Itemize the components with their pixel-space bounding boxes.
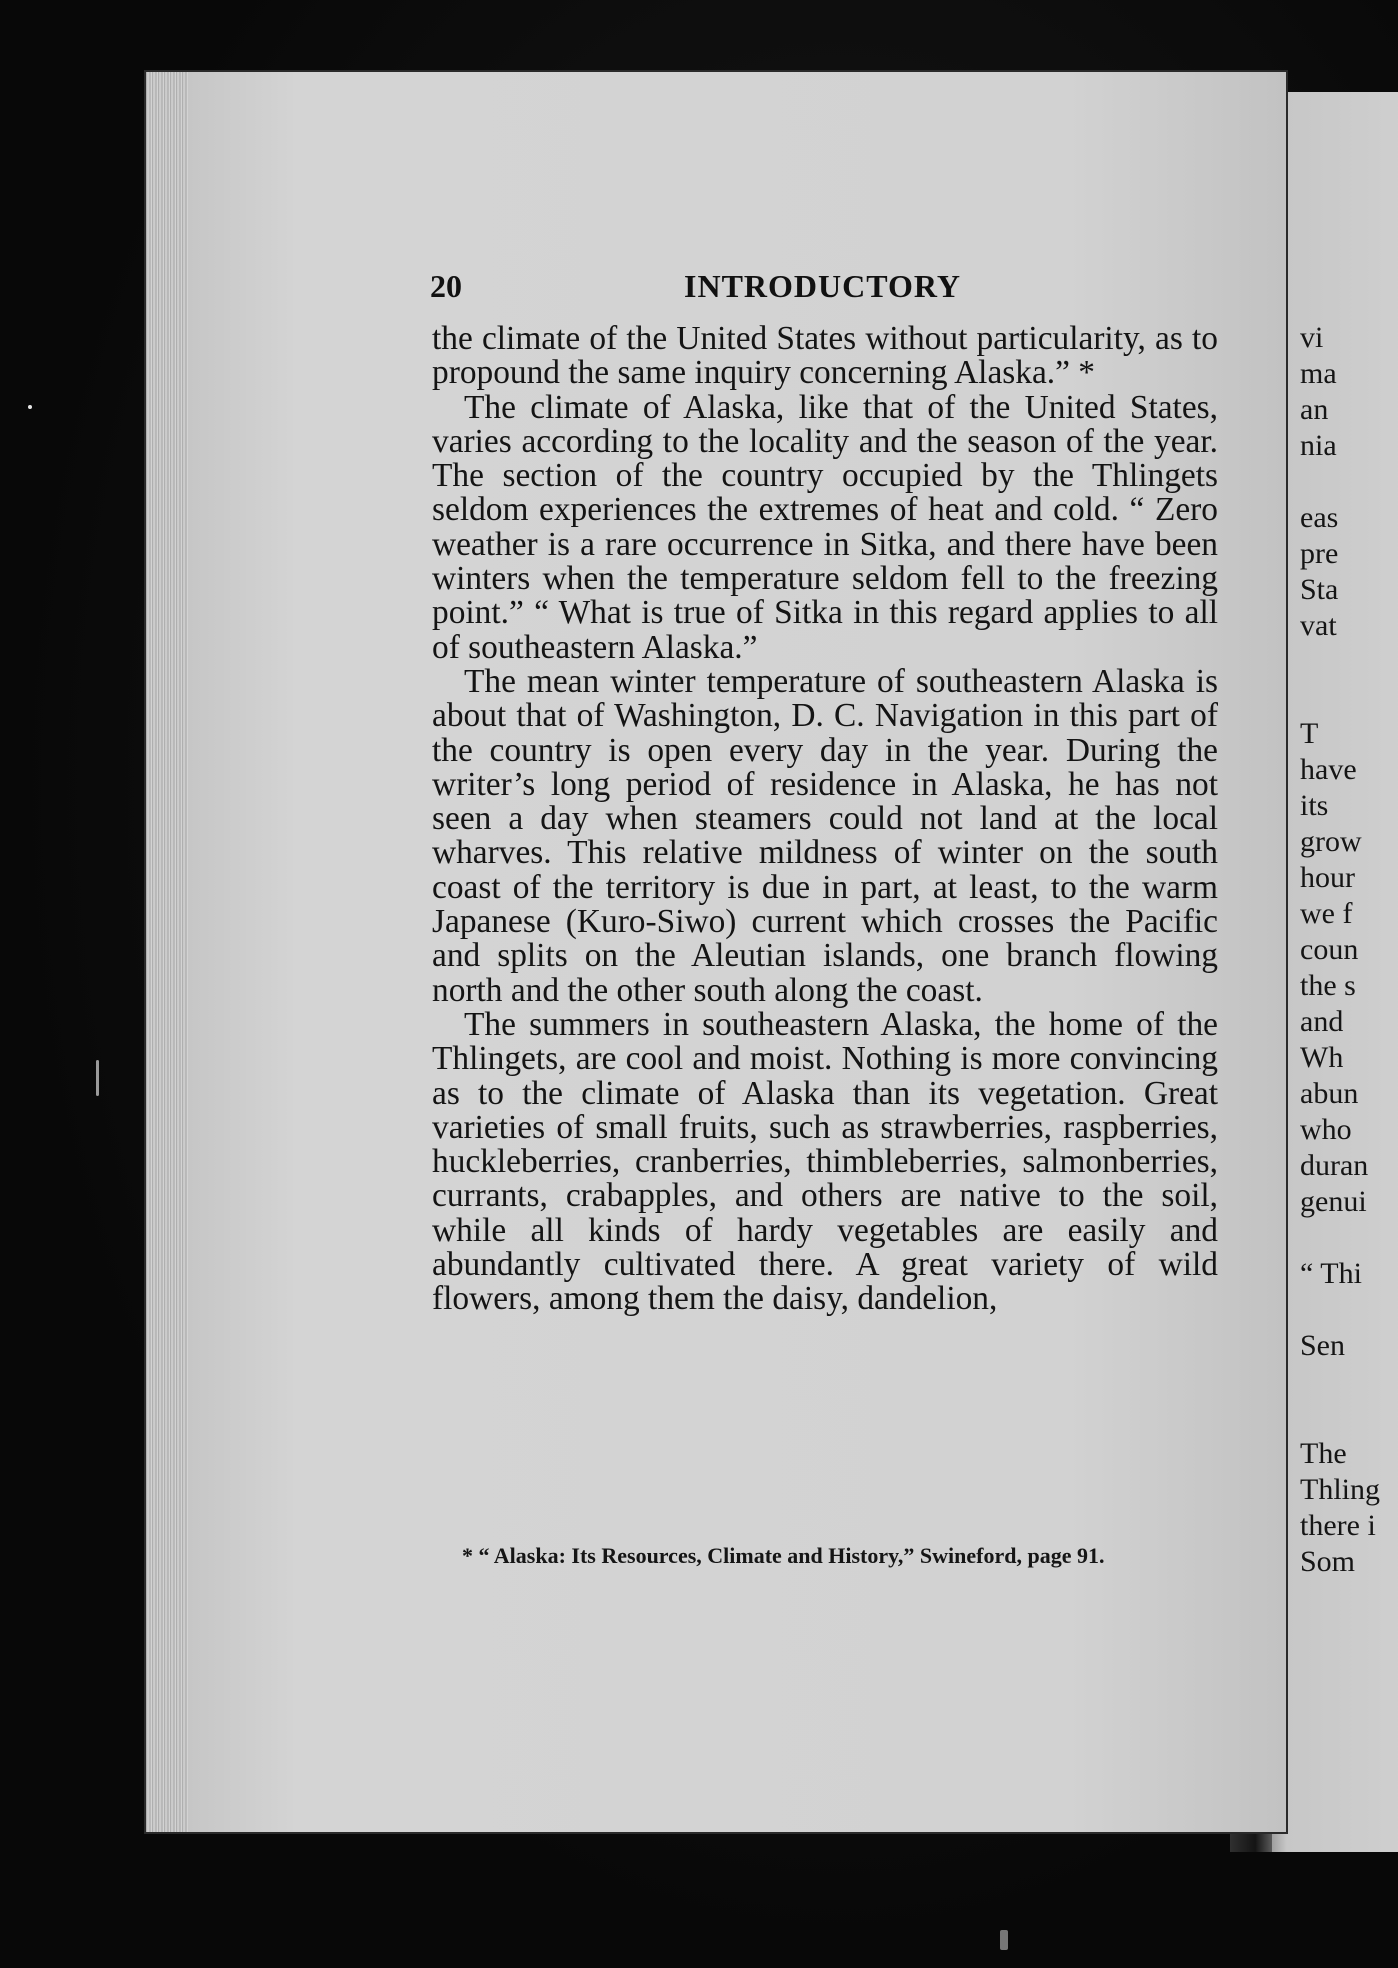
facing-page-line: have xyxy=(1300,753,1357,786)
facing-page-line: duran xyxy=(1300,1149,1369,1182)
paragraph: the climate of the United States without particularity, as to propound the same inquiry concerning Alaska.” * xyxy=(432,320,1218,392)
facing-page-line: vi xyxy=(1300,321,1324,354)
scan-speck xyxy=(96,1060,99,1096)
facing-page-line: pre xyxy=(1300,537,1339,570)
paragraph: The mean winter temperature of southeastern Alaska is about that of Washington, D. C. Navigation in this part of the country is open every day in the year. During the writer’s long period of residence in Alaska, he has not seen a day when steamers could not land at the local wharves. This relative mildness of winter on the south coast of the territory is due in part, at least, to the warm Japanese (Kuro-Siwo) current which crosses the Pacific and splits on the Aleutian islands, one branch flowing north and the other south along the coast. xyxy=(432,662,1218,1009)
facing-page-line: ma xyxy=(1300,357,1337,390)
facing-page-line: there i xyxy=(1300,1509,1376,1542)
facing-page-line xyxy=(1300,1400,1398,1436)
facing-page-text xyxy=(1300,320,1398,1580)
facing-page-line: coun xyxy=(1300,933,1359,966)
paragraph: The summers in southeastern Alaska, the home of the Thlingets, are cool and moist. Nothing is more convincing as to the climate of Alaska than its vegetation. Great varieties of small fruits, such as strawberries, raspberries, huckleberries, cranberries, thimbleberries, salmonberries, currants, crabapples, and others are native to the soil, while all kinds of hardy vegetables are easily and abundantly cultivated there. A great variety of wild flowers, among them the daisy, dandelion, xyxy=(432,1005,1218,1318)
facing-page-line: T xyxy=(1300,717,1319,750)
running-head: INTRODUCTORY xyxy=(684,268,961,304)
facing-page-line: grow xyxy=(1300,825,1362,858)
facing-page-line: an xyxy=(1300,393,1329,426)
facing-page-line: Thling xyxy=(1300,1473,1380,1506)
facing-page-line: “ Thi xyxy=(1300,1257,1362,1290)
facing-page-line: eas xyxy=(1300,501,1339,534)
page-edge-stack xyxy=(146,72,188,1832)
paragraph: The climate of Alaska, like that of the United States, varies according to the locality and the season of the year. The section of the country occupied by the Thlingets seldom experiences the extremes of heat and cold. “ Zero weather is a rare occurrence in Sitka, and there have been winters when the temperature seldom fell to the freezing point.” “ What is true of Sitka in this regard applies to all of southeastern Alaska.” xyxy=(432,388,1218,666)
facing-page-line: genui xyxy=(1300,1185,1367,1218)
facing-page-line: vat xyxy=(1300,609,1337,642)
facing-page-line: the s xyxy=(1300,969,1356,1002)
facing-page-line: hour xyxy=(1300,861,1355,894)
facing-page-line: we f xyxy=(1300,897,1353,930)
facing-page-line: Wh xyxy=(1300,1041,1344,1074)
facing-page-line xyxy=(1300,464,1398,500)
facing-page-line: Som xyxy=(1300,1545,1356,1578)
page-header xyxy=(430,268,1220,308)
body-text xyxy=(432,322,1218,1317)
facing-page-line: who xyxy=(1300,1113,1352,1146)
facing-page-line: The xyxy=(1300,1437,1347,1470)
facing-page-line: Sta xyxy=(1300,573,1339,606)
page-number: 20 xyxy=(430,268,462,304)
facing-page-line: nia xyxy=(1300,429,1337,462)
scan-speck xyxy=(1000,1930,1008,1950)
facing-page-line: its xyxy=(1300,789,1329,822)
facing-page-line xyxy=(1300,1364,1398,1400)
facing-page-line xyxy=(1300,1220,1398,1256)
facing-page-line xyxy=(1300,644,1398,680)
facing-page-line xyxy=(1300,1292,1398,1328)
footnote: * “ Alaska: Its Resources, Climate and History,” Swineford, page 91. xyxy=(462,1543,1105,1568)
scan-speck xyxy=(28,405,32,409)
facing-page-line: Sen xyxy=(1300,1329,1345,1362)
facing-page-line xyxy=(1300,680,1398,716)
facing-page-line: and xyxy=(1300,1005,1344,1038)
facing-page-line: abun xyxy=(1300,1077,1359,1110)
